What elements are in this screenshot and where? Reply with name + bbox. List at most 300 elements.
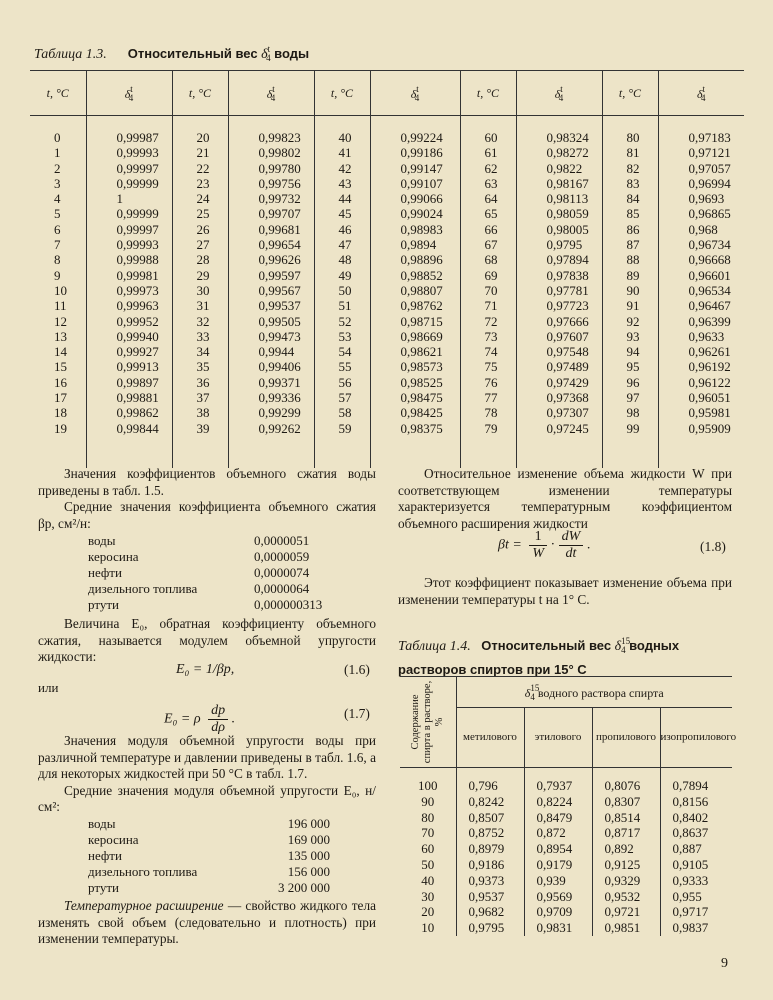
table13-temperature-cell: 82 bbox=[626, 160, 640, 176]
table14-caption: Таблица 1.4. Относительный вес $\delta^{15}_4$ водных растворов спиртов при 15° С bbox=[398, 636, 680, 677]
table13-temperature-cell: 86 bbox=[626, 221, 640, 237]
table14-value-cell: 0,8954 bbox=[536, 841, 573, 857]
table13-density-cell: 0,98475 bbox=[400, 390, 443, 406]
table13-temperature-cell: 33 bbox=[196, 328, 210, 344]
table13-temperature-cell: 63 bbox=[484, 175, 498, 191]
list-item-name: нефти bbox=[88, 848, 122, 863]
table13-temperature-cell: 35 bbox=[196, 359, 210, 375]
table13-caption-symbol: δ bbox=[261, 47, 268, 62]
table13-temperature-cell: 28 bbox=[196, 252, 210, 268]
table13-temperature-cell: 54 bbox=[338, 344, 352, 360]
table14-value-cell: 0,9179 bbox=[536, 856, 573, 872]
table14-percent-cell: 60 bbox=[421, 841, 435, 857]
table13-temperature-cell: 0 bbox=[54, 130, 61, 145]
table13-density-cell: 0,99897 bbox=[116, 374, 159, 390]
table14-value-cell: 0,9333 bbox=[672, 872, 709, 888]
table14-caption-sup: 15 bbox=[621, 636, 631, 646]
table13-temperature-cell: 5 bbox=[54, 206, 61, 222]
table13-temperature-cell: 65 bbox=[484, 206, 498, 222]
table14-caption-line2: растворов спиртов при 15° С bbox=[398, 662, 587, 677]
table13-density-cell: 0,99299 bbox=[258, 405, 301, 421]
table13-density-cell: 0,99993 bbox=[116, 145, 159, 161]
table14-value-column bbox=[524, 768, 592, 936]
table14-value-cell: 0,8076 bbox=[604, 778, 641, 793]
list-item-name: воды bbox=[88, 816, 116, 831]
table13-density-cell: 0,96534 bbox=[688, 282, 731, 298]
table13-caption-sub: 4 bbox=[266, 53, 271, 63]
table13-density-cell: 0,97548 bbox=[546, 344, 589, 360]
table13-temperature-cell: 94 bbox=[626, 344, 640, 360]
table13-temperature-cell: 49 bbox=[338, 267, 352, 283]
table14-value-cell: 0,9682 bbox=[468, 904, 505, 920]
list-item-value: 0,0000059 bbox=[254, 549, 310, 564]
list-item-value: 196 000 bbox=[287, 816, 330, 831]
table13-temperature-cell: 44 bbox=[338, 191, 352, 207]
table14-value-cell: 0,8307 bbox=[604, 793, 641, 809]
paragraph-coefficient-meaning bbox=[398, 575, 732, 608]
table13-temperature-cell: 37 bbox=[196, 390, 210, 406]
table14-value-column bbox=[660, 768, 732, 936]
table13-caption bbox=[34, 44, 309, 63]
list-item-name: дизельного топлива bbox=[88, 581, 198, 596]
table13-density-cell: 0,99473 bbox=[258, 328, 301, 344]
table13-density-cell: 0,98715 bbox=[400, 313, 443, 329]
table13-density-cell: 0,99024 bbox=[400, 206, 443, 222]
table13-density-cell: 0,99823 bbox=[258, 130, 301, 145]
table13-temperature-cell: 59 bbox=[338, 420, 352, 436]
table13-density-cell: 0,9693 bbox=[688, 191, 725, 207]
table13-temperature-cell: 55 bbox=[338, 359, 352, 375]
formula-1-6: E₀ = 1/βp, bbox=[176, 662, 235, 677]
table14-value-column bbox=[456, 768, 524, 936]
table13-density-cell: 0,96051 bbox=[688, 390, 731, 406]
table13-density-cell: 0,99987 bbox=[116, 130, 159, 145]
table14-group-sup: 15 bbox=[530, 682, 540, 693]
table14-column-header: пропилового bbox=[592, 708, 660, 768]
formula-1-8-number: (1.8) bbox=[700, 539, 726, 554]
or-word: или bbox=[38, 680, 59, 695]
table13-density-cell: 0,9633 bbox=[688, 328, 725, 344]
table13-density-cell: 0,99881 bbox=[116, 390, 159, 406]
table13-temperature-cell: 25 bbox=[196, 206, 210, 222]
table14-value-cell: 0,887 bbox=[672, 841, 702, 857]
table13-temperature-cell: 97 bbox=[626, 390, 640, 406]
table13-density-cell: 0,97183 bbox=[688, 130, 731, 145]
table13-temperature-cell: 24 bbox=[196, 191, 210, 207]
table13-density-cell: 0,99654 bbox=[258, 237, 301, 253]
table14-percent-cell: 90 bbox=[421, 793, 435, 809]
table13-temperature-cell: 12 bbox=[54, 313, 67, 329]
term-thermal-expansion: Температурное расширение bbox=[64, 898, 224, 913]
table14-value-cell: 0,9837 bbox=[672, 920, 709, 936]
table13-density-cell: 0,99952 bbox=[116, 313, 159, 329]
table13-density-cell: 0,98852 bbox=[400, 267, 443, 283]
table13-density-cell: 0,97245 bbox=[546, 420, 589, 436]
table13-temperature-cell: 4 bbox=[54, 191, 61, 207]
table13-density-cell: 0,96865 bbox=[688, 206, 731, 222]
table13-temperature-cell: 38 bbox=[196, 405, 210, 421]
table14-value-cell: 0,939 bbox=[536, 872, 566, 888]
table13-density-cell: 0,96399 bbox=[688, 313, 731, 329]
table13-header-t: t, °С bbox=[602, 71, 658, 116]
list-item bbox=[88, 832, 330, 848]
table13-density-cell: 0,9944 bbox=[258, 344, 295, 360]
table13-density-cell: 0,99862 bbox=[116, 405, 159, 421]
table13-temperature-cell: 34 bbox=[196, 344, 210, 360]
table14-value-cell: 0,8979 bbox=[468, 841, 505, 857]
table13-temperature-column bbox=[460, 116, 516, 469]
table13-temperature-cell: 68 bbox=[484, 252, 498, 268]
table14-percent-cell: 40 bbox=[421, 872, 435, 888]
table14-body-row bbox=[400, 768, 732, 936]
table13-density-cell: 0,96734 bbox=[688, 237, 731, 253]
table13-header-density: $\delta^t_4$ bbox=[658, 71, 744, 116]
table13-temperature-cell: 98 bbox=[626, 405, 640, 421]
table13-temperature-column bbox=[314, 116, 370, 469]
list-item bbox=[88, 848, 330, 864]
table13-density-cell: 0,99186 bbox=[400, 145, 443, 161]
table13-density-cell: 0,99988 bbox=[116, 252, 159, 268]
table13-temperature-cell: 57 bbox=[338, 390, 352, 406]
table13-temperature-cell: 17 bbox=[54, 390, 67, 406]
table14-value-cell: 0,9721 bbox=[604, 904, 641, 920]
table14-percent-column bbox=[400, 768, 456, 936]
table13-density-cell: 0,98807 bbox=[400, 282, 443, 298]
table13-temperature-cell: 43 bbox=[338, 175, 352, 191]
table13-density-cell: 0,99981 bbox=[116, 267, 159, 283]
paragraph-text: Значения модуля объемной упругости воды при различной температуре и давлении приведены в табл. 1.6, а для некоторых жидкостей при 50 °С в табл. 1.7. bbox=[38, 733, 376, 781]
table13-body-row bbox=[30, 116, 744, 469]
table13-density-cell: 0,98669 bbox=[400, 328, 443, 344]
table13-density-cell: 0,99336 bbox=[258, 390, 301, 406]
table14-value-cell: 0,9537 bbox=[468, 888, 505, 904]
table13-temperature-cell: 91 bbox=[626, 298, 640, 314]
table13-density-cell: 0,98983 bbox=[400, 221, 443, 237]
table13-density-cell: 0,99844 bbox=[116, 420, 159, 436]
list-item bbox=[88, 533, 322, 549]
table13-density-cell: 0,99707 bbox=[258, 206, 301, 222]
table14-group-sub: 4 bbox=[530, 691, 535, 702]
table13-density-cell: 0,99913 bbox=[116, 359, 159, 375]
table13-density-cell: 0,98375 bbox=[400, 420, 443, 436]
formula-1-8-left: βt = bbox=[498, 537, 522, 553]
table14-value-cell: 0,9709 bbox=[536, 904, 573, 920]
table14-value-cell: 0,8717 bbox=[604, 825, 641, 841]
table13-density-cell: 0,98573 bbox=[400, 359, 443, 375]
table13-temperature-column bbox=[30, 116, 86, 469]
paragraph-text: Величина E₀, обратная коэффициенту объемного сжатия, называется модулем объемной упругости жидкости: bbox=[38, 616, 376, 664]
table13-density-column bbox=[86, 116, 172, 469]
table13-density-cell: 0,96994 bbox=[688, 175, 731, 191]
list-item-name: нефти bbox=[88, 565, 122, 580]
table13-density-cell: 0,99999 bbox=[116, 206, 159, 222]
table14-value-cell: 0,8637 bbox=[672, 825, 709, 841]
table13-temperature-cell: 40 bbox=[338, 130, 352, 145]
table13-density-cell: 0,99147 bbox=[400, 160, 443, 176]
table14-caption-sub: 4 bbox=[621, 645, 626, 655]
table13-temperature-cell: 85 bbox=[626, 206, 640, 222]
table13-density-cell: 0,99107 bbox=[400, 175, 443, 191]
table13-header-t: t, °С bbox=[314, 71, 370, 116]
table13-temperature-cell: 79 bbox=[484, 420, 498, 436]
table13-density-cell: 0,99940 bbox=[116, 328, 159, 344]
table13-density-cell: 0,97121 bbox=[688, 145, 731, 161]
table13-density-cell: 0,98762 bbox=[400, 298, 443, 314]
table14-value-cell: 0,9795 bbox=[468, 920, 505, 936]
table13-temperature-cell: 18 bbox=[54, 405, 67, 421]
table13-density-cell: 0,96668 bbox=[688, 252, 731, 268]
paragraph-text: Средние значения модуля объемной упругости E₀, н/см²: bbox=[38, 782, 376, 814]
table14-percent-cell: 30 bbox=[421, 888, 435, 904]
table13-temperature-cell: 14 bbox=[54, 344, 67, 360]
formula-1-6-number: (1.6) bbox=[344, 662, 370, 677]
table13-density-cell: 0,96192 bbox=[688, 359, 731, 375]
list-item bbox=[88, 565, 322, 581]
table13-temperature-cell: 10 bbox=[54, 282, 67, 298]
list-item-value: 0,0000051 bbox=[254, 533, 310, 548]
table13-temperature-cell: 96 bbox=[626, 374, 640, 390]
list-item-value: 0,000000313 bbox=[254, 597, 323, 612]
table13-density-cell: 0,97607 bbox=[546, 328, 589, 344]
table14-value-cell: 0,8242 bbox=[468, 793, 505, 809]
table13-temperature-cell: 76 bbox=[484, 374, 498, 390]
table13-temperature-cell: 58 bbox=[338, 405, 352, 421]
table13-density-cell: 0,98113 bbox=[546, 191, 589, 207]
table13-temperature-cell: 32 bbox=[196, 313, 210, 329]
table14-value-cell: 0,8514 bbox=[604, 809, 641, 825]
table14-value-cell: 0,8479 bbox=[536, 809, 573, 825]
table14-percent-header: Содержание спирта в растворе, % bbox=[400, 677, 456, 768]
table14-caption-line1-end: водных bbox=[629, 638, 680, 653]
list-item-name: воды bbox=[88, 533, 116, 548]
table13-density-cell: 0,98621 bbox=[400, 344, 443, 360]
formula-1-7-numerator: dp bbox=[208, 703, 228, 720]
table13-density-cell: 0,98059 bbox=[546, 206, 589, 222]
table13-temperature-cell: 95 bbox=[626, 359, 640, 375]
table13-temperature-cell: 15 bbox=[54, 359, 67, 375]
table13-density-column bbox=[370, 116, 460, 469]
paragraph-text: — свойство жидкого тела изменять свой объем (следовательно и плотность) при изменении температуры. bbox=[38, 898, 376, 946]
table14-percent-cell: 70 bbox=[421, 825, 435, 841]
paragraph-compressibility-intro bbox=[38, 466, 376, 532]
table14-value-cell: 0,9186 bbox=[468, 856, 505, 872]
table13-density-cell: 0,99406 bbox=[258, 359, 301, 375]
paragraph-modulus-intro bbox=[38, 616, 376, 666]
table13-temperature-cell: 41 bbox=[338, 145, 352, 161]
table13-temperature-cell: 42 bbox=[338, 160, 352, 176]
table14-value-cell: 0,9125 bbox=[604, 856, 641, 872]
table13-density-cell: 0,97838 bbox=[546, 267, 589, 283]
table13-density-cell: 0,99537 bbox=[258, 298, 301, 314]
table14-group-label: водного раствора спирта bbox=[537, 685, 664, 700]
table13-temperature-cell: 69 bbox=[484, 267, 498, 283]
table13-caption-number: Таблица 1.3. bbox=[34, 47, 107, 62]
formula-1-7-number: (1.7) bbox=[344, 706, 370, 721]
table13-density-cell: 0,968 bbox=[688, 221, 718, 237]
table13-header-t: t, °С bbox=[460, 71, 516, 116]
table14-percent-cell: 80 bbox=[421, 809, 435, 825]
list-item bbox=[88, 880, 330, 896]
table13-temperature-cell: 84 bbox=[626, 191, 640, 207]
list-item-value: 3 200 000 bbox=[278, 880, 330, 895]
table13-density-cell: 0,99681 bbox=[258, 221, 301, 237]
table13-density-cell: 0,98272 bbox=[546, 145, 589, 161]
formula-1-8-num2: dW bbox=[559, 529, 584, 546]
table13-density-cell: 0,98896 bbox=[400, 252, 443, 268]
list-item-value: 135 000 bbox=[287, 848, 330, 863]
table13-density-cell: 0,97307 bbox=[546, 405, 589, 421]
table13-caption-title: Относительный вес bbox=[127, 46, 258, 61]
table13-density-cell: 0,98425 bbox=[400, 405, 443, 421]
table13-temperature-cell: 48 bbox=[338, 252, 352, 268]
table13-temperature-cell: 90 bbox=[626, 282, 640, 298]
table13-temperature-cell: 3 bbox=[54, 175, 61, 191]
table14-value-cell: 0,9373 bbox=[468, 872, 505, 888]
table13-density-cell: 0,99927 bbox=[116, 344, 159, 360]
table13-density-cell: 0,99224 bbox=[400, 130, 443, 145]
table13-density-cell: 0,99567 bbox=[258, 282, 301, 298]
table14-value-cell: 0,796 bbox=[468, 778, 498, 793]
table13-density-cell: 0,95981 bbox=[688, 405, 731, 421]
table13-temperature-cell: 39 bbox=[196, 420, 210, 436]
table13-temperature-cell: 75 bbox=[484, 359, 498, 375]
water-density-table bbox=[30, 70, 744, 468]
table13-temperature-cell: 61 bbox=[484, 145, 498, 161]
table13-density-cell: 0,9822 bbox=[546, 160, 583, 176]
table14-value-cell: 0,9717 bbox=[672, 904, 709, 920]
table13-temperature-cell: 50 bbox=[338, 282, 352, 298]
list-item bbox=[88, 581, 322, 597]
table14-column-header: изопропилового bbox=[660, 708, 732, 768]
table13-density-cell: 0,97489 bbox=[546, 359, 589, 375]
table13-caption-end: воды bbox=[274, 46, 310, 61]
modulus-list bbox=[88, 816, 330, 896]
list-item-name: ртути bbox=[88, 597, 119, 612]
table13-header-density: $\delta^t_4$ bbox=[516, 71, 602, 116]
table13-temperature-cell: 13 bbox=[54, 328, 67, 344]
table13-header-t: t, °С bbox=[30, 71, 86, 116]
table13-temperature-cell: 74 bbox=[484, 344, 498, 360]
table13-temperature-cell: 92 bbox=[626, 313, 640, 329]
table13-temperature-cell: 1 bbox=[54, 145, 61, 161]
table13-header-density: $\delta^t_4$ bbox=[370, 71, 460, 116]
table13-temperature-cell: 99 bbox=[626, 420, 640, 436]
paragraph-thermal-expansion bbox=[38, 898, 376, 948]
table14-value-cell: 0,9569 bbox=[536, 888, 573, 904]
paragraph-text: Относительное изменение объема жидкости W при соответствующем изменении температуры характеризуется температурным коэффициентом объемного расширения жидкости bbox=[398, 466, 732, 531]
table13-temperature-cell: 71 bbox=[484, 298, 498, 314]
table13-temperature-cell: 60 bbox=[484, 130, 498, 145]
table13-temperature-cell: 67 bbox=[484, 237, 498, 253]
table14-value-cell: 0,9105 bbox=[672, 856, 709, 872]
table13-density-cell: 0,97666 bbox=[546, 313, 589, 329]
formula-1-7-denominator: dρ bbox=[211, 720, 225, 735]
table13-temperature-cell: 81 bbox=[626, 145, 640, 161]
table14-column-header: метилового bbox=[456, 708, 524, 768]
table13-density-cell: 0,99802 bbox=[258, 145, 301, 161]
table14-percent-cell: 100 bbox=[418, 778, 438, 793]
list-item bbox=[88, 816, 330, 832]
table13-temperature-cell: 72 bbox=[484, 313, 498, 329]
list-item-value: 0,0000064 bbox=[254, 581, 310, 596]
list-item bbox=[88, 864, 330, 880]
table13-density-cell: 0,9894 bbox=[400, 237, 437, 253]
table14-value-cell: 0,8507 bbox=[468, 809, 505, 825]
table14-value-cell: 0,955 bbox=[672, 888, 702, 904]
table13-density-cell: 0,99993 bbox=[116, 237, 159, 253]
table14-caption-title: Относительный вес bbox=[481, 638, 612, 653]
table13-density-cell: 0,97057 bbox=[688, 160, 731, 176]
list-item-name: ртути bbox=[88, 880, 119, 895]
table14-value-cell: 0,8752 bbox=[468, 825, 505, 841]
table13-temperature-cell: 23 bbox=[196, 175, 210, 191]
table13-temperature-cell: 9 bbox=[54, 267, 61, 283]
table13-temperature-cell: 21 bbox=[196, 145, 210, 161]
table13-temperature-cell: 88 bbox=[626, 252, 640, 268]
table13-density-cell: 0,98525 bbox=[400, 374, 443, 390]
table13-density-cell: 0,99999 bbox=[116, 175, 159, 191]
table13-density-cell: 0,99973 bbox=[116, 282, 159, 298]
table13-temperature-cell: 77 bbox=[484, 390, 498, 406]
table14-value-cell: 0,7894 bbox=[672, 778, 709, 793]
table13-density-cell: 0,99626 bbox=[258, 252, 301, 268]
table14-value-cell: 0,9831 bbox=[536, 920, 573, 936]
table13-density-column bbox=[658, 116, 744, 469]
table13-temperature-cell: 46 bbox=[338, 221, 352, 237]
table13-density-cell: 0,97781 bbox=[546, 282, 589, 298]
table13-density-cell: 0,99597 bbox=[258, 267, 301, 283]
formula-1-8-num1: 1 bbox=[529, 529, 547, 546]
table14-caption-number: Таблица 1.4. bbox=[398, 639, 471, 654]
table13-density-cell: 0,98167 bbox=[546, 175, 589, 191]
table13-temperature-cell: 26 bbox=[196, 221, 210, 237]
table13-temperature-cell: 16 bbox=[54, 374, 67, 390]
table13-temperature-cell: 89 bbox=[626, 267, 640, 283]
table13-density-cell: 0,99505 bbox=[258, 313, 301, 329]
list-item bbox=[88, 549, 322, 565]
table13-temperature-cell: 80 bbox=[626, 130, 640, 145]
table13-density-cell: 0,96261 bbox=[688, 344, 731, 360]
table13-density-cell: 0,96122 bbox=[688, 374, 731, 390]
table13-density-cell: 0,95909 bbox=[688, 420, 731, 436]
table13-density-cell: 0,97429 bbox=[546, 374, 589, 390]
list-item-value: 0,0000074 bbox=[254, 565, 310, 580]
table14-value-cell: 0,8224 bbox=[536, 793, 573, 809]
table13-temperature-column bbox=[602, 116, 658, 469]
formula-1-8-den2: dt bbox=[565, 546, 577, 561]
table13-temperature-cell: 6 bbox=[54, 221, 61, 237]
table13-temperature-cell: 66 bbox=[484, 221, 498, 237]
table14-group-header: $\delta^{15}_4$ водного раствора спирта bbox=[456, 677, 732, 708]
table13-density-cell: 0,99262 bbox=[258, 420, 301, 436]
table13-density-cell: 0,96467 bbox=[688, 298, 731, 314]
table14-value-cell: 0,7937 bbox=[536, 778, 573, 793]
beta-list bbox=[88, 533, 322, 613]
table13-temperature-cell: 27 bbox=[196, 237, 210, 253]
table14-value-cell: 0,9532 bbox=[604, 888, 641, 904]
table13-temperature-cell: 83 bbox=[626, 175, 640, 191]
table13-density-cell: 0,99371 bbox=[258, 374, 301, 390]
table13-temperature-cell: 31 bbox=[196, 298, 210, 314]
table13-caption-sup: t bbox=[267, 44, 271, 54]
table14-column-header: этилового bbox=[524, 708, 592, 768]
formula-1-8: βt = $\frac{1}{W}$ · $\frac{dW}{dt}$ . bbox=[498, 529, 591, 561]
paragraph-modulus-values bbox=[38, 733, 376, 816]
table13-header-row bbox=[30, 71, 744, 116]
table14-percent-cell: 20 bbox=[421, 904, 435, 920]
page-number: 9 bbox=[721, 956, 728, 971]
table14-value-cell: 0,9851 bbox=[604, 920, 641, 936]
